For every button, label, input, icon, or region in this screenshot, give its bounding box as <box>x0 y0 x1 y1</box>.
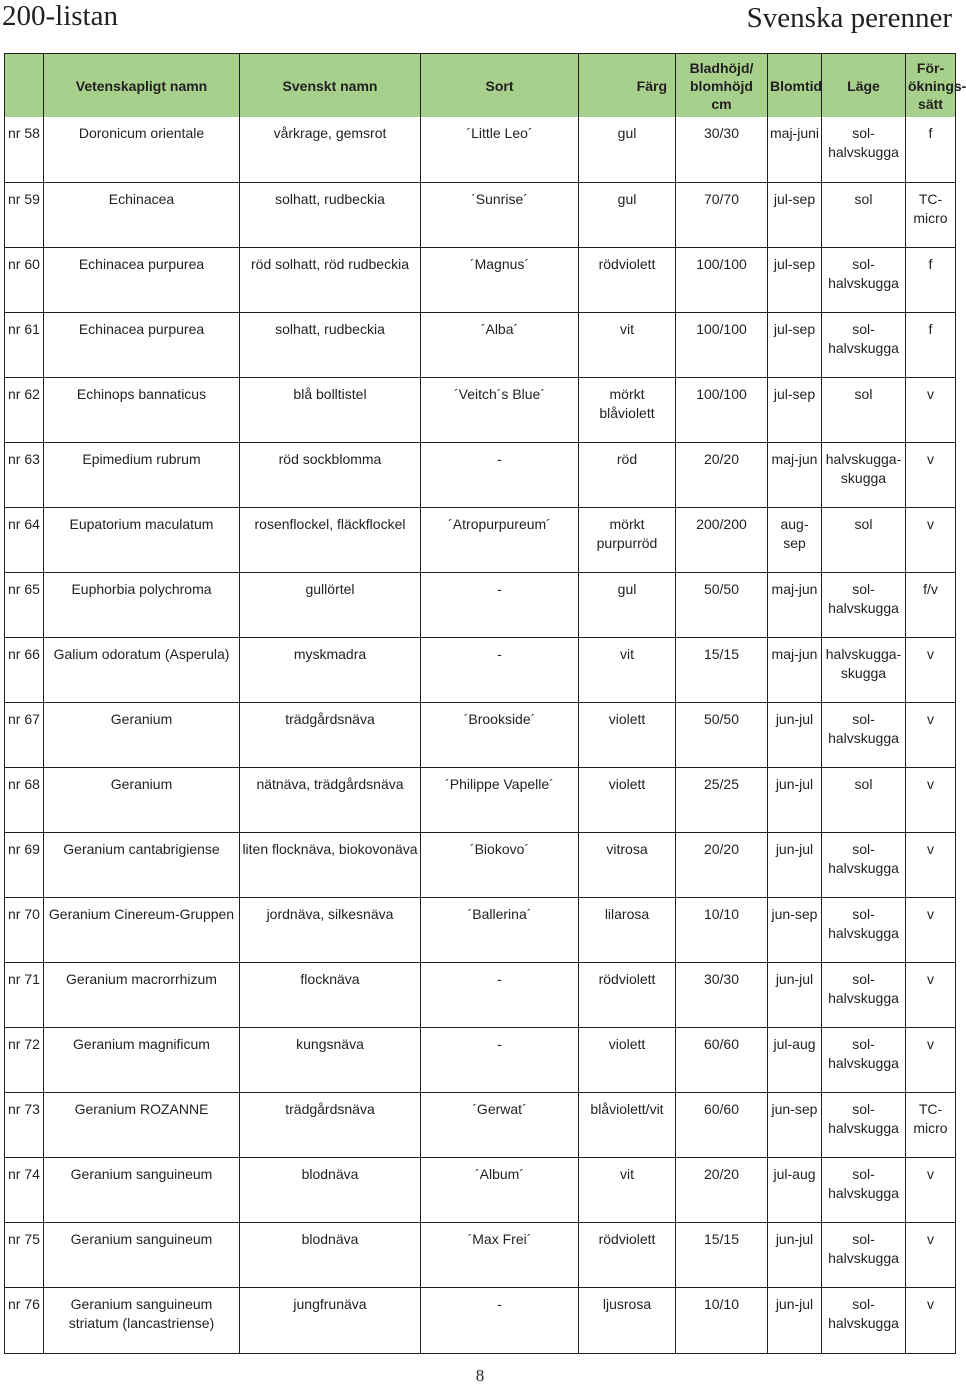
swedish-name-cell: flocknäva <box>240 962 421 1027</box>
position-cell: sol <box>822 507 906 572</box>
position-cell: sol- halvskugga <box>822 117 906 182</box>
variety-cell: ´Philippe Vapelle´ <box>421 767 579 832</box>
variety-cell: ´Veitch´s Blue´ <box>421 377 579 442</box>
color-cell: gul <box>579 117 676 182</box>
propagation-cell: v <box>906 767 956 832</box>
height-cell: 20/20 <box>676 1157 768 1222</box>
row-number: nr 59 <box>5 182 44 247</box>
propagation-cell: TC-micro <box>906 1092 956 1157</box>
color-cell: röd <box>579 442 676 507</box>
height-cell: 100/100 <box>676 247 768 312</box>
height-cell: 20/20 <box>676 832 768 897</box>
swedish-name-cell: blodnäva <box>240 1222 421 1287</box>
bloom-time-cell: jul-aug <box>768 1027 822 1092</box>
propagation-cell: v <box>906 897 956 962</box>
color-cell: violett <box>579 702 676 767</box>
scientific-name-cell: Euphorbia polychroma <box>44 572 240 637</box>
position-cell: sol- halvskugga <box>822 1092 906 1157</box>
table-row <box>5 1092 956 1157</box>
scientific-name-cell: Epimedium rubrum <box>44 442 240 507</box>
swedish-name-cell: blå bolltistel <box>240 377 421 442</box>
propagation-cell: v <box>906 1027 956 1092</box>
propagation-cell: TC-micro <box>906 182 956 247</box>
scientific-name-cell: Geranium sanguineum <box>44 1157 240 1222</box>
header-propagation: För- öknings- sätt <box>906 54 956 118</box>
header-scientific-name: Vetenskapligt namn <box>44 54 240 118</box>
variety-cell: ´Little Leo´ <box>421 117 579 182</box>
table-row <box>5 247 956 312</box>
scientific-name-cell: Echinops bannaticus <box>44 377 240 442</box>
color-cell: mörkt blåviolett <box>579 377 676 442</box>
propagation-cell: f <box>906 247 956 312</box>
row-number: nr 73 <box>5 1092 44 1157</box>
table-row <box>5 702 956 767</box>
scientific-name-cell: Geranium sanguineum striatum (lancastriense) <box>44 1287 240 1353</box>
height-cell: 15/15 <box>676 1222 768 1287</box>
bloom-time-cell: jul-sep <box>768 312 822 377</box>
swedish-name-cell: gullörtel <box>240 572 421 637</box>
color-cell: mörkt purpurröd <box>579 507 676 572</box>
height-cell: 25/25 <box>676 767 768 832</box>
variety-cell: ´Magnus´ <box>421 247 579 312</box>
scientific-name-cell: Geranium Cinereum-Gruppen <box>44 897 240 962</box>
bloom-time-cell: aug-sep <box>768 507 822 572</box>
scientific-name-cell: Echinacea <box>44 182 240 247</box>
swedish-name-cell: vårkrage, gemsrot <box>240 117 421 182</box>
height-cell: 100/100 <box>676 377 768 442</box>
swedish-name-cell: kungsnäva <box>240 1027 421 1092</box>
color-cell: rödviolett <box>579 247 676 312</box>
propagation-cell: v <box>906 637 956 702</box>
variety-cell: ´Gerwat´ <box>421 1092 579 1157</box>
bloom-time-cell: jul-sep <box>768 182 822 247</box>
color-cell: violett <box>579 1027 676 1092</box>
row-number: nr 66 <box>5 637 44 702</box>
bloom-time-cell: jun-sep <box>768 1092 822 1157</box>
variety-cell: - <box>421 442 579 507</box>
table-row <box>5 767 956 832</box>
position-cell: sol- halvskugga <box>822 1222 906 1287</box>
bloom-time-cell: jun-jul <box>768 832 822 897</box>
propagation-cell: v <box>906 1157 956 1222</box>
propagation-cell: v <box>906 442 956 507</box>
scientific-name-cell: Geranium magnificum <box>44 1027 240 1092</box>
position-cell: sol- halvskugga <box>822 897 906 962</box>
row-number: nr 72 <box>5 1027 44 1092</box>
bloom-time-cell: jun-jul <box>768 767 822 832</box>
header-height: Bladhöjd/ blomhöjd cm <box>676 54 768 118</box>
row-number: nr 71 <box>5 962 44 1027</box>
table-row <box>5 1027 956 1092</box>
height-cell: 30/30 <box>676 962 768 1027</box>
propagation-cell: f/v <box>906 572 956 637</box>
scientific-name-cell: Geranium sanguineum <box>44 1222 240 1287</box>
table-row <box>5 1287 956 1353</box>
table-row <box>5 572 956 637</box>
height-cell: 50/50 <box>676 702 768 767</box>
propagation-cell: v <box>906 1287 956 1353</box>
propagation-cell: f <box>906 117 956 182</box>
swedish-name-cell: röd solhatt, röd rudbeckia <box>240 247 421 312</box>
bloom-time-cell: jul-aug <box>768 1157 822 1222</box>
position-cell: sol- halvskugga <box>822 312 906 377</box>
color-cell: violett <box>579 767 676 832</box>
header-nr <box>5 54 44 118</box>
perennials-table <box>4 53 966 1354</box>
position-cell: sol- halvskugga <box>822 702 906 767</box>
header-variety: Sort <box>421 54 579 118</box>
swedish-name-cell: jordnäva, silkesnäva <box>240 897 421 962</box>
scientific-name-cell: Geranium <box>44 767 240 832</box>
row-number: nr 58 <box>5 117 44 182</box>
bloom-time-cell: maj-jun <box>768 572 822 637</box>
scientific-name-cell: Doronicum orientale <box>44 117 240 182</box>
height-cell: 10/10 <box>676 897 768 962</box>
color-cell: vit <box>579 312 676 377</box>
color-cell: blåviolett/vit <box>579 1092 676 1157</box>
scientific-name-cell: Geranium <box>44 702 240 767</box>
propagation-cell: f <box>906 312 956 377</box>
color-cell: lilarosa <box>579 897 676 962</box>
swedish-name-cell: trädgårdsnäva <box>240 1092 421 1157</box>
bloom-time-cell: jun-jul <box>768 962 822 1027</box>
color-cell: gul <box>579 572 676 637</box>
scientific-name-cell: Geranium ROZANNE <box>44 1092 240 1157</box>
variety-cell: - <box>421 1287 579 1353</box>
header-position: Läge <box>822 54 906 118</box>
position-cell: sol- halvskugga <box>822 247 906 312</box>
propagation-cell: v <box>906 1222 956 1287</box>
list-title: 200-listan <box>2 0 118 32</box>
scientific-name-cell: Geranium cantabrigiense <box>44 832 240 897</box>
position-cell: sol <box>822 767 906 832</box>
row-number: nr 75 <box>5 1222 44 1287</box>
swedish-name-cell: trädgårdsnäva <box>240 702 421 767</box>
swedish-name-cell: blodnäva <box>240 1157 421 1222</box>
page-number: 8 <box>475 1366 485 1385</box>
bloom-time-cell: maj-jun <box>768 442 822 507</box>
table-row <box>5 442 956 507</box>
height-cell: 70/70 <box>676 182 768 247</box>
color-cell: vit <box>579 637 676 702</box>
swedish-name-cell: jungfrunäva <box>240 1287 421 1353</box>
bloom-time-cell: jun-jul <box>768 1287 822 1353</box>
color-cell: vit <box>579 1157 676 1222</box>
table-row <box>5 117 956 182</box>
section-title: Svenska perenner <box>746 2 952 34</box>
row-number: nr 62 <box>5 377 44 442</box>
position-cell: sol- halvskugga <box>822 1157 906 1222</box>
variety-cell: ´Album´ <box>421 1157 579 1222</box>
row-number: nr 76 <box>5 1287 44 1353</box>
position-cell: halvskugga- skugga <box>822 442 906 507</box>
table-row <box>5 637 956 702</box>
position-cell: sol <box>822 377 906 442</box>
color-cell: gul <box>579 182 676 247</box>
variety-cell: - <box>421 572 579 637</box>
header-color: Färg <box>579 54 676 118</box>
scientific-name-cell: Echinacea purpurea <box>44 312 240 377</box>
color-cell: rödviolett <box>579 962 676 1027</box>
position-cell: sol <box>822 182 906 247</box>
row-number: nr 70 <box>5 897 44 962</box>
scientific-name-cell: Eupatorium maculatum <box>44 507 240 572</box>
swedish-name-cell: liten flocknäva, biokovonäva <box>240 832 421 897</box>
variety-cell: ´Brookside´ <box>421 702 579 767</box>
bloom-time-cell: jun-jul <box>768 702 822 767</box>
swedish-name-cell: solhatt, rudbeckia <box>240 182 421 247</box>
row-number: nr 65 <box>5 572 44 637</box>
swedish-name-cell: röd sockblomma <box>240 442 421 507</box>
table-row <box>5 377 956 442</box>
swedish-name-cell: myskmadra <box>240 637 421 702</box>
variety-cell: - <box>421 637 579 702</box>
color-cell: rödviolett <box>579 1222 676 1287</box>
header-swedish-name: Svenskt namn <box>240 54 421 118</box>
variety-cell: ´Atropurpureum´ <box>421 507 579 572</box>
propagation-cell: v <box>906 702 956 767</box>
position-cell: sol- halvskugga <box>822 1287 906 1353</box>
bloom-time-cell: jul-sep <box>768 247 822 312</box>
scientific-name-cell: Geranium macrorrhizum <box>44 962 240 1027</box>
bloom-time-cell: jul-sep <box>768 377 822 442</box>
row-number: nr 64 <box>5 507 44 572</box>
table-row <box>5 832 956 897</box>
row-number: nr 60 <box>5 247 44 312</box>
position-cell: sol- halvskugga <box>822 572 906 637</box>
swedish-name-cell: nätnäva, trädgårdsnäva <box>240 767 421 832</box>
position-cell: sol- halvskugga <box>822 1027 906 1092</box>
variety-cell: ´Ballerina´ <box>421 897 579 962</box>
row-number: nr 67 <box>5 702 44 767</box>
table-row <box>5 897 956 962</box>
height-cell: 200/200 <box>676 507 768 572</box>
swedish-name-cell: solhatt, rudbeckia <box>240 312 421 377</box>
propagation-cell: v <box>906 507 956 572</box>
height-cell: 60/60 <box>676 1027 768 1092</box>
height-cell: 100/100 <box>676 312 768 377</box>
propagation-cell: v <box>906 962 956 1027</box>
bloom-time-cell: jun-sep <box>768 897 822 962</box>
row-number: nr 63 <box>5 442 44 507</box>
height-cell: 50/50 <box>676 572 768 637</box>
position-cell: sol- halvskugga <box>822 832 906 897</box>
variety-cell: ´Max Frei´ <box>421 1222 579 1287</box>
table-row <box>5 507 956 572</box>
row-number: nr 74 <box>5 1157 44 1222</box>
position-cell: sol- halvskugga <box>822 962 906 1027</box>
variety-cell: - <box>421 962 579 1027</box>
table-header-row <box>5 54 956 118</box>
scientific-name-cell: Echinacea purpurea <box>44 247 240 312</box>
height-cell: 15/15 <box>676 637 768 702</box>
bloom-time-cell: maj-juni <box>768 117 822 182</box>
table-row <box>5 312 956 377</box>
height-cell: 10/10 <box>676 1287 768 1353</box>
height-cell: 20/20 <box>676 442 768 507</box>
table-body <box>5 117 956 1353</box>
row-number: nr 61 <box>5 312 44 377</box>
propagation-cell: v <box>906 832 956 897</box>
table-row <box>5 962 956 1027</box>
table-row <box>5 1157 956 1222</box>
table-row <box>5 182 956 247</box>
color-cell: ljusrosa <box>579 1287 676 1353</box>
variety-cell: ´Biokovo´ <box>421 832 579 897</box>
row-number: nr 68 <box>5 767 44 832</box>
height-cell: 30/30 <box>676 117 768 182</box>
variety-cell: - <box>421 1027 579 1092</box>
propagation-cell: v <box>906 377 956 442</box>
bloom-time-cell: jun-jul <box>768 1222 822 1287</box>
scientific-name-cell: Galium odoratum (Asperula) <box>44 637 240 702</box>
variety-cell: ´Sunrise´ <box>421 182 579 247</box>
color-cell: vitrosa <box>579 832 676 897</box>
table-row <box>5 1222 956 1287</box>
row-number: nr 69 <box>5 832 44 897</box>
height-cell: 60/60 <box>676 1092 768 1157</box>
variety-cell: ´Alba´ <box>421 312 579 377</box>
bloom-time-cell: maj-jun <box>768 637 822 702</box>
swedish-name-cell: rosenflockel, fläckflockel <box>240 507 421 572</box>
header-bloom-time: Blomtid <box>768 54 822 118</box>
position-cell: halvskugga- skugga <box>822 637 906 702</box>
